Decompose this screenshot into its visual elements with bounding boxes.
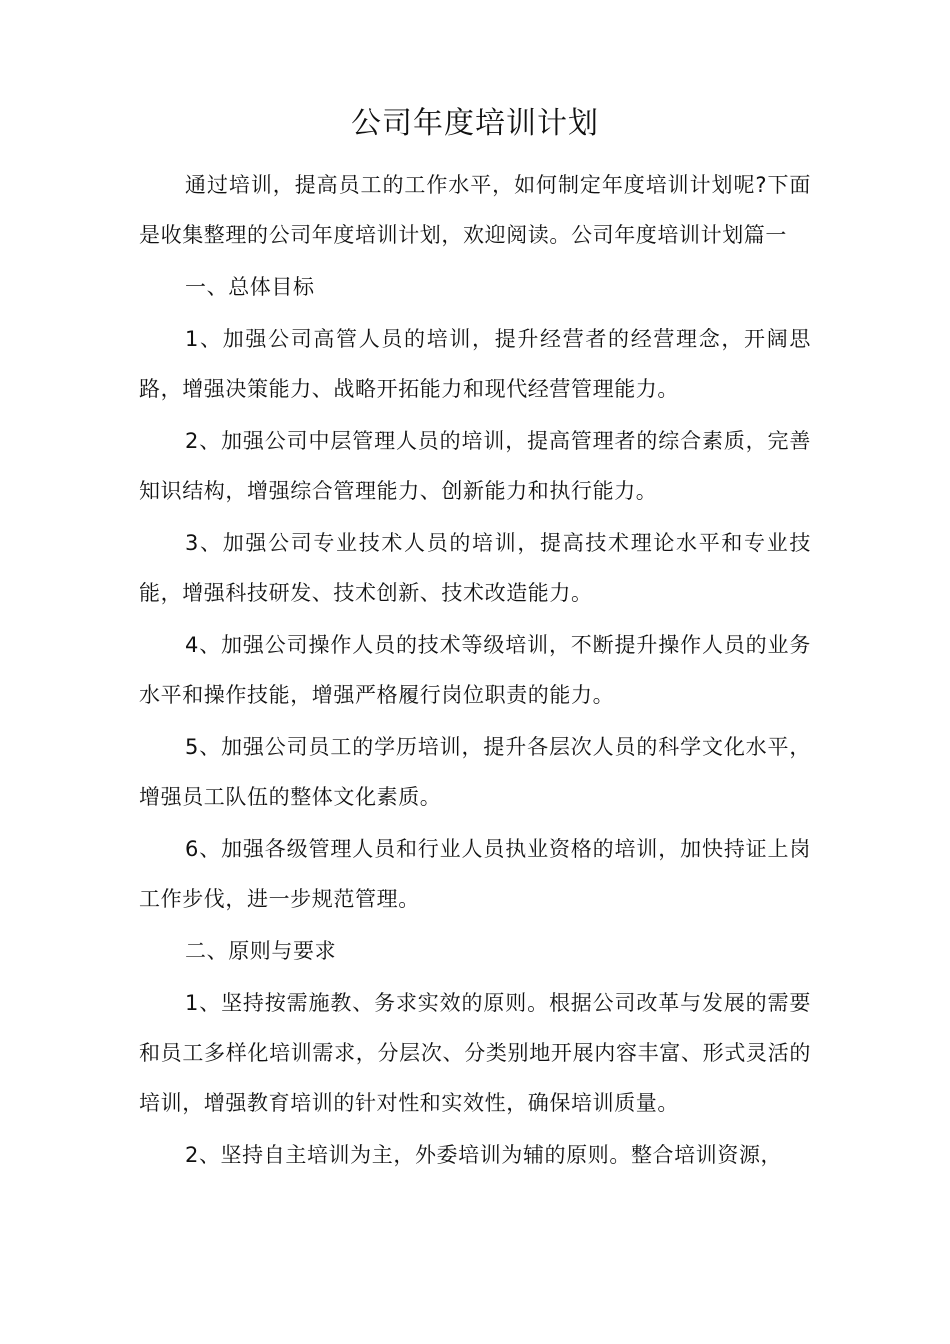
list-item-goal-5: 5、加强公司员工的学历培训，提升各层次人员的科学文化水平，增强员工队伍的整体文化素质。 [139, 735, 811, 809]
paragraph-intro: 通过培训，提高员工的工作水平，如何制定年度培训计划呢?下面是收集整理的公司年度培训计划，欢迎阅读。公司年度培训计划篇一 [139, 173, 811, 247]
section-heading-principles: 二、原则与要求 [185, 939, 337, 963]
list-item-principle-2: 2、坚持自主培训为主，外委培训为辅的原则。整合培训资源， [185, 1143, 783, 1167]
list-item-goal-3: 3、加强公司专业技术人员的培训，提高技术理论水平和专业技能，增强科技研发、技术创新、技术改造能力。 [139, 531, 811, 605]
list-item-goal-6: 6、加强各级管理人员和行业人员执业资格的培训，加快持证上岗工作步伐，进一步规范管理。 [139, 837, 811, 911]
list-item-goal-4: 4、加强公司操作人员的技术等级培训，不断提升操作人员的业务水平和操作技能，增强严格履行岗位职责的能力。 [139, 633, 811, 707]
document-body [139, 160, 811, 1180]
document-title: 公司年度培训计划 [351, 106, 599, 141]
list-item-principle-1: 1、坚持按需施教、务求实效的原则。根据公司改革与发展的需要和员工多样化培训需求，分层次、分类别地开展内容丰富、形式灵活的培训，增强教育培训的针对性和实效性，确保培训质量。 [139, 991, 811, 1115]
section-heading-overall-goals: 一、总体目标 [185, 275, 315, 299]
list-item-goal-2: 2、加强公司中层管理人员的培训，提高管理者的综合素质，完善知识结构，增强综合管理能力、创新能力和执行能力。 [139, 429, 811, 503]
list-item-goal-1: 1、加强公司高管人员的培训，提升经营者的经营理念，开阔思路，增强决策能力、战略开拓能力和现代经营管理能力。 [139, 327, 811, 401]
